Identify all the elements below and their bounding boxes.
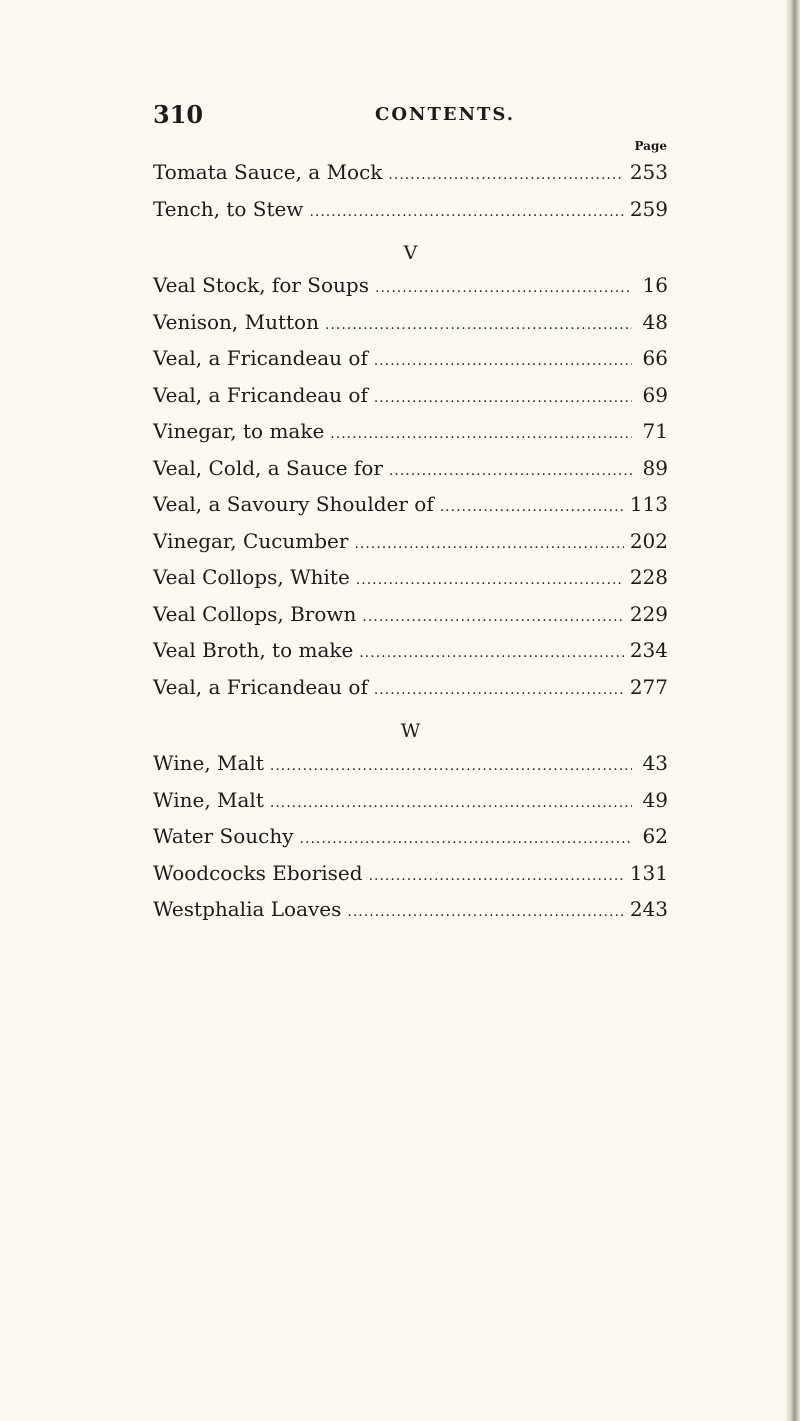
entry-title: Veal Stock, for Soups bbox=[153, 273, 369, 297]
contents-entry bbox=[153, 751, 668, 788]
contents-entry bbox=[153, 456, 668, 493]
entry-page: 43 bbox=[642, 751, 668, 775]
entry-page: 62 bbox=[642, 824, 668, 848]
contents-entry bbox=[153, 383, 668, 420]
entry-page: 69 bbox=[642, 382, 668, 407]
entry-page: 228 bbox=[629, 565, 668, 589]
entry-title: Veal, a Savoury Shoulder of bbox=[153, 492, 434, 516]
dot-leader bbox=[362, 609, 623, 625]
contents-entry bbox=[153, 346, 668, 383]
entry-page: 49 bbox=[642, 787, 668, 812]
dot-leader bbox=[388, 167, 623, 183]
dot-leader bbox=[389, 463, 632, 479]
dot-leader bbox=[347, 904, 623, 920]
entry-page: 66 bbox=[642, 346, 668, 370]
entry-title: Tench, to Stew bbox=[153, 196, 304, 221]
entry-page: 113 bbox=[629, 492, 668, 516]
entry-title: Veal, a Fricandeau of bbox=[153, 346, 368, 370]
dot-leader bbox=[356, 572, 624, 588]
dot-leader bbox=[325, 317, 632, 333]
entry-page: 253 bbox=[629, 160, 668, 184]
page-number: 310 bbox=[153, 100, 204, 129]
entry-title: Veal, a Fricandeau of bbox=[153, 674, 368, 699]
entry-title: Veal Collops, White bbox=[153, 565, 350, 589]
dot-leader bbox=[374, 682, 624, 698]
entry-page: 277 bbox=[629, 674, 668, 699]
entry-title: Westphalia Loaves bbox=[153, 897, 342, 921]
entry-page: 229 bbox=[629, 601, 668, 626]
contents-entry bbox=[153, 197, 668, 234]
contents-entry bbox=[153, 897, 668, 934]
page-column-label: Page bbox=[634, 139, 667, 153]
dot-leader bbox=[374, 353, 632, 369]
entry-page: 48 bbox=[642, 309, 668, 334]
entry-page: 16 bbox=[642, 273, 668, 297]
dot-leader bbox=[309, 204, 623, 220]
contents-entry bbox=[153, 310, 668, 347]
dot-leader bbox=[375, 280, 632, 296]
contents-entry bbox=[153, 565, 668, 602]
dot-leader bbox=[330, 426, 632, 442]
running-head-title: CONTENTS. bbox=[375, 104, 516, 125]
contents-entry bbox=[153, 638, 668, 675]
dot-leader bbox=[300, 831, 632, 847]
running-head bbox=[153, 100, 673, 130]
contents-entry bbox=[153, 861, 668, 898]
entry-title: Veal Broth, to make bbox=[153, 638, 354, 662]
contents-entry bbox=[153, 788, 668, 825]
entry-title: Wine, Malt bbox=[153, 787, 264, 812]
entry-page: 131 bbox=[629, 860, 668, 885]
section-letter-w: W bbox=[400, 720, 421, 742]
entry-page: 259 bbox=[629, 196, 668, 221]
entry-title: Water Souchy bbox=[153, 824, 294, 848]
dot-leader bbox=[270, 795, 632, 811]
contents-entry bbox=[153, 419, 668, 456]
entry-page: 234 bbox=[629, 638, 668, 662]
entry-page: 89 bbox=[642, 455, 668, 480]
contents-entry bbox=[153, 824, 668, 861]
contents-entry bbox=[153, 492, 668, 529]
page-binding-edge bbox=[786, 0, 800, 1421]
entry-page: 71 bbox=[642, 419, 668, 443]
dot-leader bbox=[440, 499, 624, 515]
contents-entry bbox=[153, 160, 668, 197]
entry-title: Tomata Sauce, a Mock bbox=[153, 160, 383, 184]
entry-title: Veal, a Fricandeau of bbox=[153, 382, 368, 407]
dot-leader bbox=[374, 390, 632, 406]
entry-title: Vinegar, to make bbox=[153, 419, 325, 443]
contents-entry bbox=[153, 675, 668, 712]
contents-list bbox=[153, 160, 668, 934]
contents-entry bbox=[153, 273, 668, 310]
section-letter-v: V bbox=[403, 242, 418, 264]
entry-title: Veal Collops, Brown bbox=[153, 601, 357, 626]
entry-title: Vinegar, Cucumber bbox=[153, 528, 349, 553]
contents-entry bbox=[153, 602, 668, 639]
entry-title: Veal, Cold, a Sauce for bbox=[153, 455, 383, 480]
contents-entry bbox=[153, 529, 668, 566]
entry-title: Woodcocks Eborised bbox=[153, 860, 363, 885]
dot-leader bbox=[270, 758, 632, 774]
entry-page: 202 bbox=[629, 528, 668, 553]
entry-page: 243 bbox=[629, 897, 668, 921]
entry-title: Wine, Malt bbox=[153, 751, 264, 775]
dot-leader bbox=[369, 868, 624, 884]
entry-title: Venison, Mutton bbox=[153, 309, 319, 334]
dot-leader bbox=[359, 645, 623, 661]
dot-leader bbox=[354, 536, 623, 552]
